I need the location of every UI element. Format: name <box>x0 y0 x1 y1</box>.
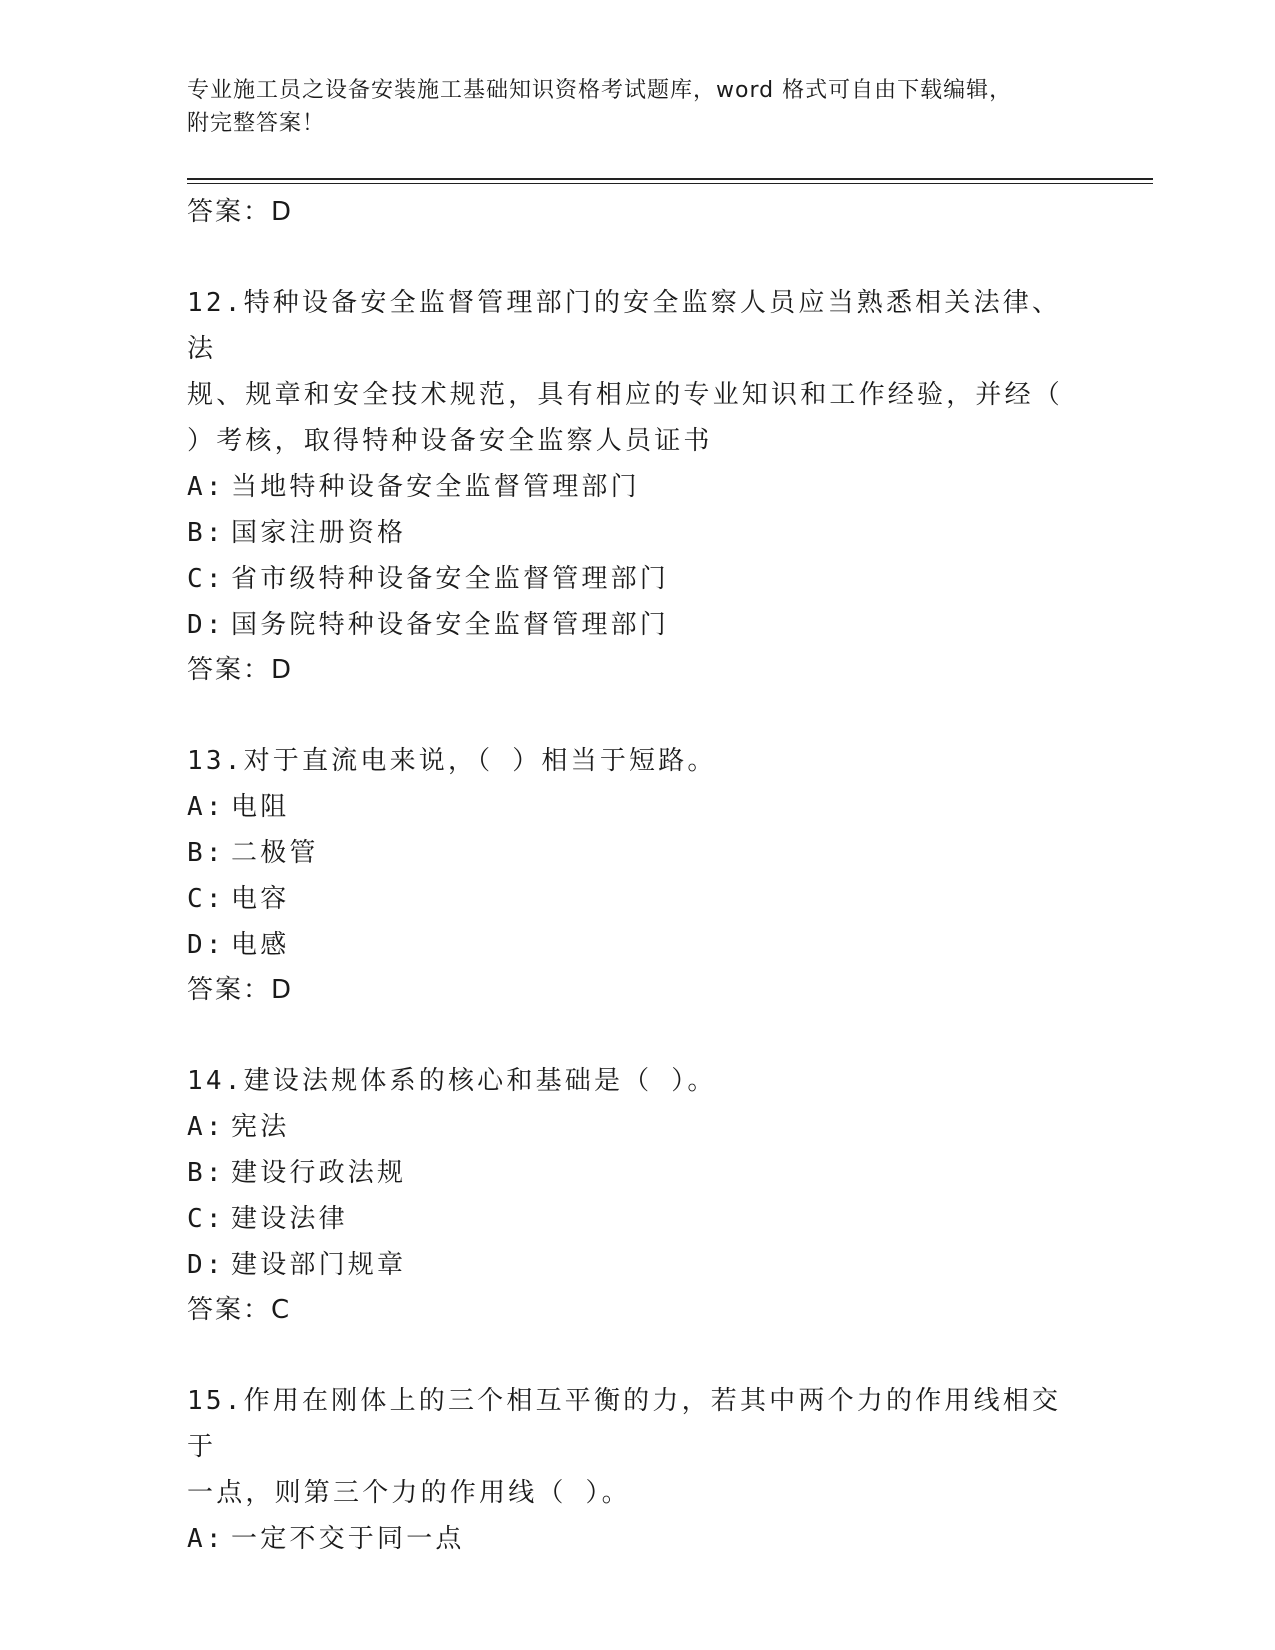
question-text: 作用在刚体上的三个相互平衡的力，若其中两个力的作用线相交于 <box>187 1386 1062 1462</box>
option-letter: D: <box>187 930 225 960</box>
spacer <box>187 234 1087 280</box>
option-a <box>187 464 1087 510</box>
option-letter: A: <box>187 472 225 502</box>
answer-line <box>187 968 1087 1012</box>
question-text-line: 一点，则第三个力的作用线（ ）。 <box>187 1478 631 1508</box>
option-a <box>187 1104 1087 1150</box>
option-d <box>187 922 1087 968</box>
question-text-line <box>187 1378 1087 1470</box>
option-a <box>187 1516 1087 1562</box>
option-text: 电感 <box>231 930 290 960</box>
header-rule-thick <box>187 178 1153 180</box>
answer-prefix: 答案： <box>187 1295 272 1325</box>
option-letter: D: <box>187 610 225 640</box>
answer-prefix: 答案： <box>187 975 272 1005</box>
answer-value: D <box>271 655 294 685</box>
header-line-2: 附完整答案！ <box>187 111 326 136</box>
option-text: 宪法 <box>231 1112 290 1142</box>
option-letter: A: <box>187 1112 225 1142</box>
option-letter: C: <box>187 1204 225 1234</box>
question-14 <box>187 1058 1087 1288</box>
answer-value: D <box>271 975 294 1005</box>
option-a <box>187 784 1087 830</box>
option-text: 国家注册资格 <box>231 518 407 548</box>
option-d <box>187 602 1087 648</box>
option-text: 一定不交于同一点 <box>231 1524 465 1554</box>
answer-line <box>187 1288 1087 1332</box>
option-text: 省市级特种设备安全监督管理部门 <box>231 564 670 594</box>
option-text: 电阻 <box>231 792 290 822</box>
option-text: 当地特种设备安全监督管理部门 <box>231 472 640 502</box>
header-rule-thin <box>187 183 1153 184</box>
question-text-line: 规、规章和安全技术规范，具有相应的专业知识和工作经验，并经（ <box>187 380 1064 410</box>
answer-prefix: 答案： <box>187 197 272 227</box>
option-letter: B: <box>187 838 225 868</box>
question-15 <box>187 1378 1087 1562</box>
spacer <box>187 1332 1087 1378</box>
option-letter: A: <box>187 1524 225 1554</box>
answer-value: C <box>271 1295 292 1325</box>
header-line-1: 专业施工员之设备安装施工基础知识资格考试题库，word 格式可自由下载编辑， <box>187 78 1013 103</box>
question-text-line <box>187 280 1087 372</box>
answer-line <box>187 190 1087 234</box>
question-text-line <box>187 738 1087 784</box>
option-text: 国务院特种设备安全监督管理部门 <box>231 610 670 640</box>
spacer <box>187 1012 1087 1058</box>
question-text-line: ）考核，取得特种设备安全监察人员证书 <box>187 426 713 456</box>
question-number: 13. <box>187 746 244 776</box>
document-header <box>187 74 1087 140</box>
question-list <box>187 190 1087 1562</box>
option-letter: A: <box>187 792 225 822</box>
option-letter: D: <box>187 1250 225 1280</box>
question-text-line <box>187 1058 1087 1104</box>
option-b <box>187 510 1087 556</box>
option-text: 建设行政法规 <box>231 1158 407 1188</box>
answer-value: D <box>271 197 294 227</box>
answer-line <box>187 648 1087 692</box>
question-12 <box>187 280 1087 648</box>
question-text: 特种设备安全监督管理部门的安全监察人员应当熟悉相关法律、法 <box>187 288 1062 364</box>
option-d <box>187 1242 1087 1288</box>
question-13 <box>187 738 1087 968</box>
option-c <box>187 876 1087 922</box>
option-letter: B: <box>187 1158 225 1188</box>
option-b <box>187 830 1087 876</box>
question-number: 12. <box>187 288 244 318</box>
question-text: 对于直流电来说，（ ）相当于短路。 <box>243 746 717 776</box>
option-text: 电容 <box>231 884 290 914</box>
option-text: 二极管 <box>231 838 319 868</box>
question-number: 14. <box>187 1066 244 1096</box>
answer-prefix: 答案： <box>187 655 272 685</box>
option-text: 建设部门规章 <box>231 1250 407 1280</box>
spacer <box>187 692 1087 738</box>
option-letter: C: <box>187 884 225 914</box>
option-c <box>187 1196 1087 1242</box>
question-number: 15. <box>187 1386 244 1416</box>
question-text: 建设法规体系的核心和基础是（ ）。 <box>243 1066 717 1096</box>
option-c <box>187 556 1087 602</box>
option-letter: B: <box>187 518 225 548</box>
option-text: 建设法律 <box>231 1204 348 1234</box>
option-b <box>187 1150 1087 1196</box>
option-letter: C: <box>187 564 225 594</box>
